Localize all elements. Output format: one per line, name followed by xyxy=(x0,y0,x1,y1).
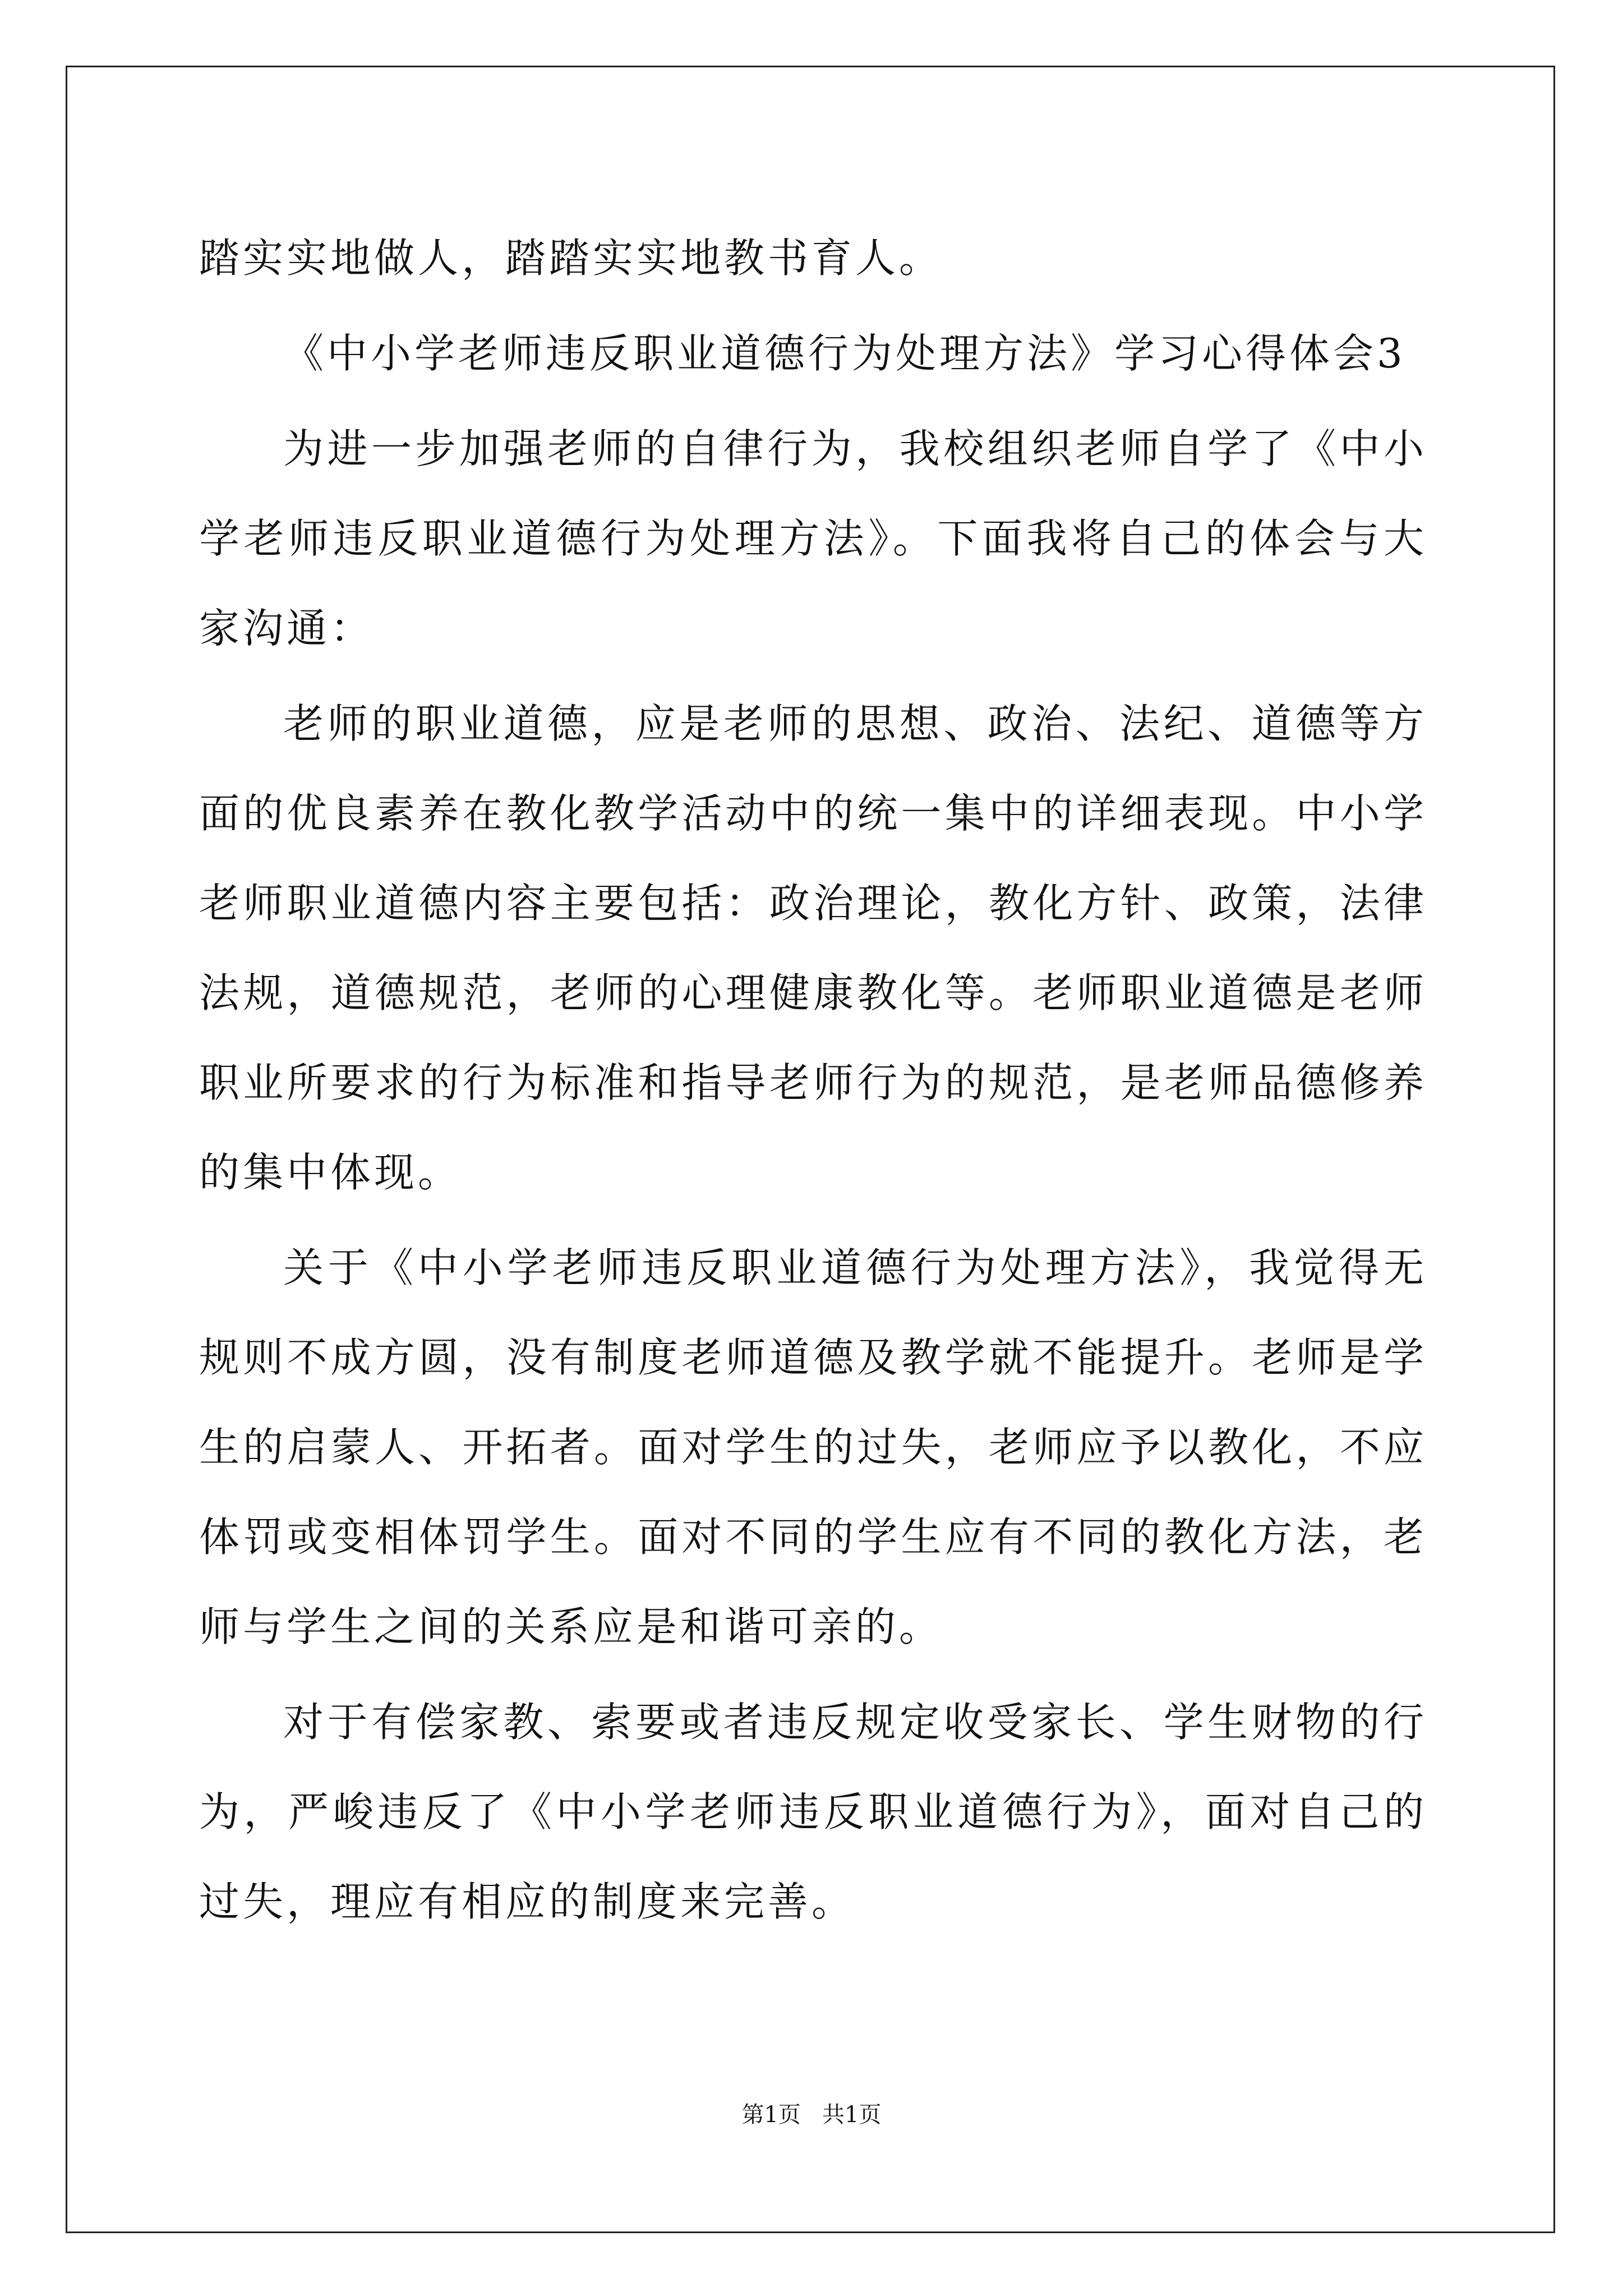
paragraph-5: 对于有偿家教、索要或者违反规定收受家长、学生财物的行为，严峻违反了《中小学老师违反职业道德行为》，面对自己的过失，理应有相应的制度来完善。 xyxy=(199,1699,1427,1925)
document-body xyxy=(199,213,1427,1952)
paragraph-3: 老师的职业道德，应是老师的思想、政治、法纪、道德等方面的优良素养在教化教学活动中的统一集中的详细表现。中小学老师职业道德内容主要包括：政治理论，教化方针、政策，法律法规，道德规范，老师的心理健康教化等。老师职业道德是老师职业所要求的行为标准和指导老师行为的规范，是老师品德修养的集中体现。 xyxy=(199,700,1427,1196)
paragraph-1: 踏实实地做人，踏踏实实地教书育人。 xyxy=(199,234,943,282)
section-heading: 《中小学老师违反职业道德行为处理方法》学习心得体会3 xyxy=(283,330,1406,377)
paragraph-4: 关于《中小学老师违反职业道德行为处理方法》，我觉得无规则不成方圆，没有制度老师道德及教学就不能提升。老师是学生的启蒙人、开拓者。面对学生的过失，老师应予以教化，不应体罚或变相体罚学生。面对不同的学生应有不同的教化方法，老师与学生之间的关系应是和谐可亲的。 xyxy=(199,1244,1427,1650)
page-number-footer: 第1页 共1页 xyxy=(741,2102,882,2128)
paragraph-2: 为进一步加强老师的自律行为，我校组织老师自学了《中小学老师违反职业道德行为处理方法》。下面我将自己的体会与大家沟通： xyxy=(199,425,1427,652)
